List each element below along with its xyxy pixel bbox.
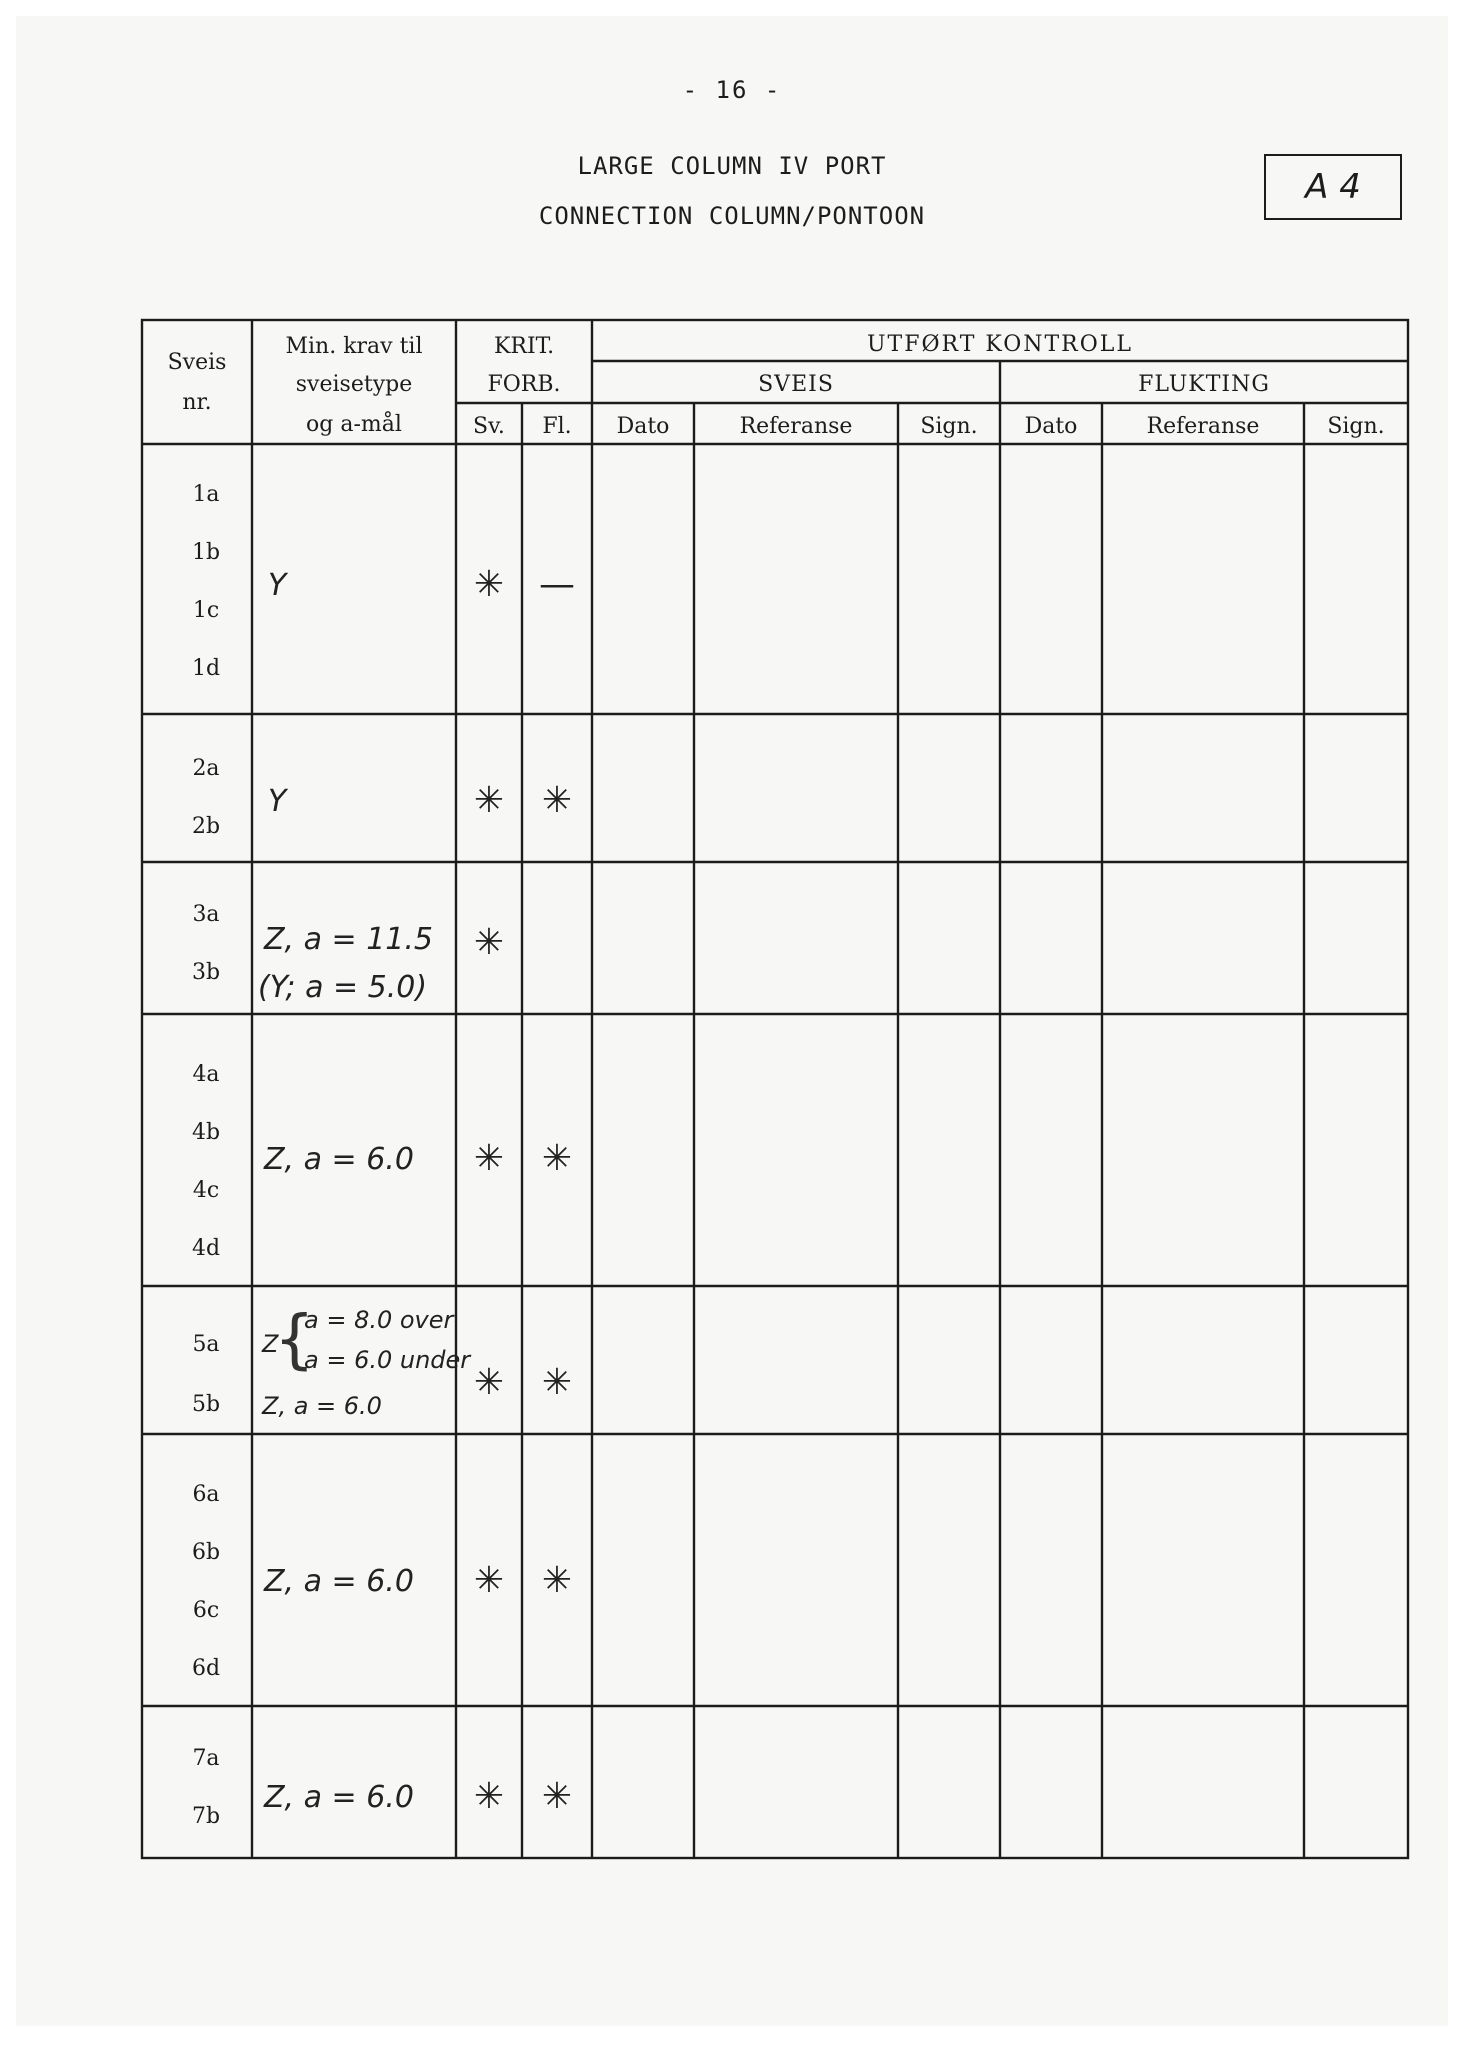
weld-id: 1b bbox=[191, 540, 221, 565]
weld-requirement: Y bbox=[268, 784, 287, 819]
weld-requirement: Y bbox=[268, 568, 287, 603]
weld-id: 4d bbox=[191, 1236, 221, 1261]
title-line-1: LARGE COLUMN IV PORT bbox=[577, 152, 887, 180]
critical-sv-mark: ✳ bbox=[473, 1362, 505, 1403]
critical-fl-mark: ✳ bbox=[541, 1776, 573, 1817]
header-sveis-group: SVEIS bbox=[758, 372, 834, 397]
header-forb: FORB. bbox=[487, 372, 561, 397]
weld-requirement-over: a = 8.0 over bbox=[304, 1306, 454, 1334]
critical-fl-mark: ✳ bbox=[541, 1362, 573, 1403]
header-nr: nr. bbox=[182, 390, 212, 415]
header-krit: KRIT. bbox=[493, 334, 555, 359]
header-fl: Fl. bbox=[542, 414, 572, 439]
weld-id: 2b bbox=[191, 814, 221, 839]
weld-id: 6a bbox=[192, 1482, 220, 1507]
brace-icon: { bbox=[274, 1303, 315, 1377]
critical-sv-mark: ✳ bbox=[473, 1138, 505, 1179]
weld-id: 4b bbox=[191, 1120, 221, 1145]
weld-id: 6b bbox=[191, 1540, 221, 1565]
page-number: - 16 - bbox=[682, 76, 782, 104]
weld-id: 3a bbox=[192, 902, 220, 927]
weld-id: 3b bbox=[191, 960, 221, 985]
header-sv: Sv. bbox=[473, 414, 505, 439]
critical-fl-mark: ✳ bbox=[541, 1138, 573, 1179]
weld-requirement: Z, a = 6.0 bbox=[264, 1142, 414, 1177]
header-flukting-referanse: Referanse bbox=[1146, 414, 1260, 439]
weld-id: 4a bbox=[192, 1062, 220, 1087]
header-sveisetype: sveisetype bbox=[295, 372, 413, 397]
weld-id: 2a bbox=[192, 756, 220, 781]
weld-requirement: Z, a = 6.0 bbox=[264, 1780, 414, 1815]
weld-id: 6d bbox=[191, 1656, 221, 1681]
critical-fl-mark: ✳ bbox=[541, 1560, 573, 1601]
weld-id: 7a bbox=[192, 1746, 220, 1771]
weld-requirement-alt: (Y; a = 5.0) bbox=[258, 970, 428, 1005]
weld-id: 1a bbox=[192, 482, 220, 507]
header-flukting-dato: Dato bbox=[1024, 414, 1078, 439]
critical-sv-mark: ✳ bbox=[473, 922, 505, 963]
weld-requirement: Z, a = 11.5 bbox=[264, 922, 434, 957]
weld-requirement-under: a = 6.0 under bbox=[304, 1346, 471, 1374]
header-min-krav: Min. krav til bbox=[285, 334, 423, 359]
table-grid bbox=[16, 16, 1448, 2026]
header-utfort-kontroll: UTFØRT KONTROLL bbox=[867, 332, 1133, 357]
header-sveis-dato: Dato bbox=[616, 414, 670, 439]
title-line-2: CONNECTION COLUMN/PONTOON bbox=[538, 202, 926, 230]
header-sveis-referanse: Referanse bbox=[739, 414, 853, 439]
weld-requirement: Z, a = 6.0 bbox=[262, 1392, 382, 1420]
document-page bbox=[16, 16, 1448, 2026]
critical-sv-mark: ✳ bbox=[473, 780, 505, 821]
drawing-reference-box: A 4 bbox=[1264, 154, 1402, 220]
critical-fl-mark: — bbox=[539, 564, 575, 605]
header-sveis: Sveis bbox=[167, 350, 227, 375]
weld-id: 5a bbox=[192, 1332, 220, 1357]
critical-fl-mark: ✳ bbox=[541, 780, 573, 821]
header-sveis-sign: Sign. bbox=[920, 414, 978, 439]
weld-type-z: Z bbox=[262, 1330, 279, 1358]
weld-id: 1d bbox=[191, 656, 221, 681]
critical-sv-mark: ✳ bbox=[473, 1560, 505, 1601]
weld-requirement: Z, a = 6.0 bbox=[264, 1564, 414, 1599]
critical-sv-mark: ✳ bbox=[473, 564, 505, 605]
header-flukting-group: FLUKTING bbox=[1138, 372, 1270, 397]
weld-id: 1c bbox=[192, 598, 220, 623]
header-a-mal: og a-mål bbox=[306, 412, 402, 437]
critical-sv-mark: ✳ bbox=[473, 1776, 505, 1817]
weld-id: 6c bbox=[192, 1598, 220, 1623]
weld-id: 7b bbox=[191, 1804, 221, 1829]
header-flukting-sign: Sign. bbox=[1327, 414, 1385, 439]
weld-id: 5b bbox=[191, 1392, 221, 1417]
weld-id: 4c bbox=[192, 1178, 220, 1203]
